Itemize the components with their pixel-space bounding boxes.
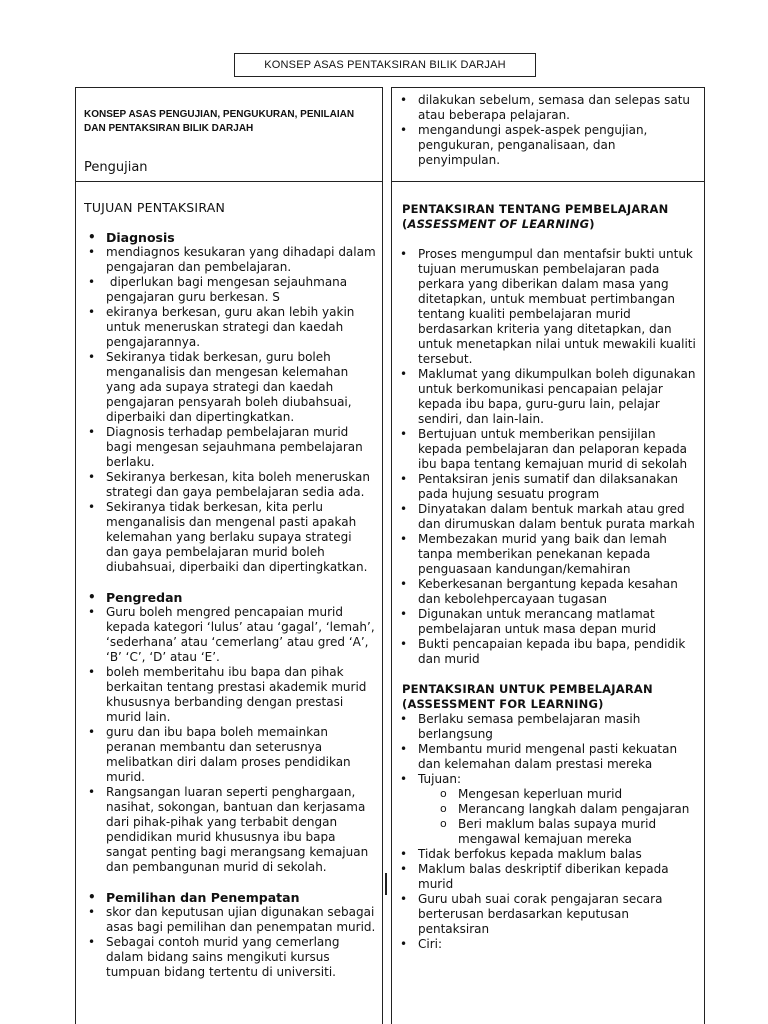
diagnosis-heading: • Diagnosis: [84, 230, 376, 245]
selection-list: [84, 890, 376, 980]
afl-list: [396, 712, 698, 952]
selection-heading: • Pemilihan dan Penempatan: [84, 890, 376, 905]
right-top-list: [396, 93, 698, 168]
list-item: • Rangsangan luaran seperti penghargaan, nasihat, sokongan, bantuan dan kerjasama dari pihak-pihak yang terbabit dengan pendidikan murid khususnya ibu bapa sangat penting bagi merangsang kemajuan dan pembangunan murid di sekolah.: [84, 785, 376, 875]
list-item: • Diagnosis terhadap pembelajaran murid bagi mengesan sejauhmana pembelajaran berlaku.: [84, 425, 376, 470]
list-item: • mengandungi aspek-aspek pengujian, pengukuran, penganalisaan, dan penyimpulan.: [396, 123, 698, 168]
list-item: • Dinyatakan dalam bentuk markah atau gred dan dirumuskan dalam bentuk purata markah: [396, 502, 698, 532]
purpose-section-title: TUJUAN PENTAKSIRAN: [84, 200, 225, 215]
list-item: • Bertujuan untuk memberikan pensijilan kepada pembelajaran dan pelaporan kepada ibu bapa tentang kemajuan murid di sekolah: [396, 427, 698, 472]
right-content: [396, 202, 698, 1020]
grading-heading: • Pengredan: [84, 590, 376, 605]
list-item: • Proses mengumpul dan mentafsir bukti untuk tujuan merumuskan pembelajaran pada perkara yang diberikan dalam masa yang ditetapkan, untuk membuat pertimbangan tentang kualiti pembelajaran murid berdasarkan kriteria yang ditetapkan, dan untuk menetapkan nilai untuk mewakili kualiti tersebut.: [396, 247, 698, 367]
list-item: • Ciri:: [396, 937, 698, 952]
list-item: • dilakukan sebelum, semasa dan selepas satu atau beberapa pelajaran.: [396, 93, 698, 123]
aol-heading: PENTAKSIRAN TENTANG PEMBELAJARAN (ASSESSMENT OF LEARNING): [402, 202, 669, 231]
sub-list-item: o Mengesan keperluan murid: [396, 787, 698, 802]
divider-mark: [385, 873, 395, 895]
sub-list-item: o Beri maklum balas supaya murid mengawal kemajuan mereka: [396, 817, 698, 847]
diagnosis-list: [84, 230, 376, 575]
list-item: • Digunakan untuk merancang matlamat pembelajaran untuk masa depan murid: [396, 607, 698, 637]
grading-list: [84, 590, 376, 875]
list-item: • Berlaku semasa pembelajaran masih berlangsung: [396, 712, 698, 742]
list-item: • Membantu murid mengenal pasti kekuatan dan kelemahan dalam prestasi mereka: [396, 742, 698, 772]
left-top-heading: KONSEP ASAS PENGUJIAN, PENGUKURAN, PENILAIAN DAN PENTAKSIRAN BILIK DARJAH: [84, 109, 355, 134]
right-top-content: [396, 93, 698, 179]
list-item: • Maklumat yang dikumpulkan boleh digunakan untuk berkomunikasi pencapaian pelajar kepada ibu bapa, guru-guru lain, pelajar sendiri, dan lain-lain.: [396, 367, 698, 427]
list-item: • Membezakan murid yang baik dan lemah tanpa memberikan penekanan kepada penguasaan kandungan/kemahiran: [396, 532, 698, 577]
list-item: • Keberkesanan bergantung kepada kesahan dan kebolehpercayaan tugasan: [396, 577, 698, 607]
aol-list: [396, 247, 698, 667]
list-item: • mendiagnos kesukaran yang dihadapi dalam pengajaran dan pembelajaran.: [84, 245, 376, 275]
afl-heading: PENTAKSIRAN UNTUK PEMBELAJARAN (ASSESSMENT FOR LEARNING): [402, 682, 653, 711]
list-item: • Sekiranya berkesan, kita boleh meneruskan strategi dan gaya pembelajaran sedia ada.: [84, 470, 376, 500]
list-item: • Tidak berfokus kepada maklum balas: [396, 847, 698, 862]
list-item: • ekiranya berkesan, guru akan lebih yakin untuk meneruskan strategi dan kaedah pengajarannya.: [84, 305, 376, 350]
left-content: [84, 200, 376, 1020]
list-item: • Sekiranya tidak berkesan, guru boleh menganalisis dan mengesan kelemahan yang ada supaya strategi dan kaedah pengajaran pensyarah boleh diubahsuai, diperbaiki dan dipertingkatkan.: [84, 350, 376, 425]
left-header-box: [75, 87, 383, 182]
list-item: • Sekiranya tidak berkesan, kita perlu menganalisis dan mengenal pasti apakah kelemahan yang berlaku supaya strategi dan gaya pembelajaran murid boleh diubahsuai, diperbaiki dan dipertingkatkan.: [84, 500, 376, 575]
list-item: • Sebagai contoh murid yang cemerlang dalam bidang sains mengikuti kursus tumpuan bidang tertentu di universiti.: [84, 935, 376, 980]
list-item: • Tujuan:: [396, 772, 698, 787]
list-item: • Bukti pencapaian kepada ibu bapa, pendidik dan murid: [396, 637, 698, 667]
list-item: • Maklum balas deskriptif diberikan kepada murid: [396, 862, 698, 892]
list-item: • diperlukan bagi mengesan sejauhmana pengajaran guru berkesan. S: [84, 275, 376, 305]
list-item: • Pentaksiran jenis sumatif dan dilaksanakan pada hujung sesuatu program: [396, 472, 698, 502]
left-top-label: Pengujian: [84, 160, 148, 175]
list-item: • guru dan ibu bapa boleh memainkan peranan membantu dan seterusnya melibatkan diri dalam proses pendidikan murid.: [84, 725, 376, 785]
list-item: • Guru ubah suai corak pengajaran secara berterusan berdasarkan keputusan pentaksiran: [396, 892, 698, 937]
list-item: • boleh memberitahu ibu bapa dan pihak berkaitan tentang prestasi akademik murid khususnya berbanding dengan prestasi murid lain.: [84, 665, 376, 725]
list-item: • Guru boleh mengred pencapaian murid kepada kategori ‘lulus’ atau ‘gagal’, ‘lemah’, ‘sederhana’ atau ‘cemerlang’ atau gred ‘A’, ‘B’ ‘C’, ‘D’ atau ‘E’.: [84, 605, 376, 665]
list-item: • skor dan keputusan ujian digunakan sebagai asas bagi pemilihan dan penempatan murid.: [84, 905, 376, 935]
sub-list-item: o Merancang langkah dalam pengajaran: [396, 802, 698, 817]
page-title: KONSEP ASAS PENTAKSIRAN BILIK DARJAH: [234, 53, 536, 77]
